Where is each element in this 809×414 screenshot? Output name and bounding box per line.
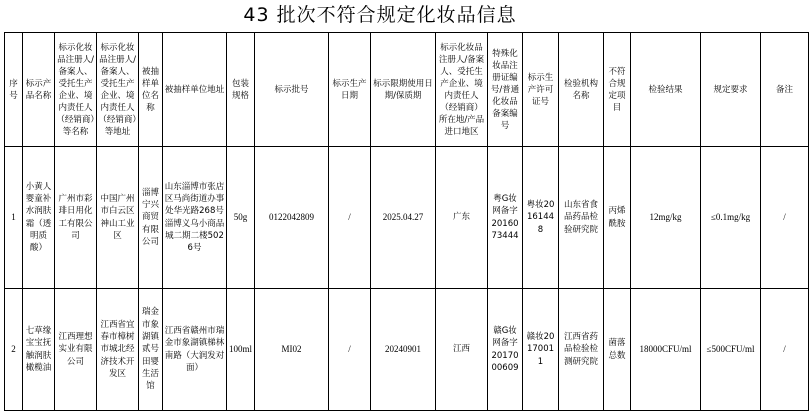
header-cell: 被抽样单位地址 bbox=[163, 33, 227, 147]
table-cell: 丙烯酰胺 bbox=[604, 147, 631, 289]
cosmetics-table bbox=[4, 32, 809, 411]
header-cell: 标示化妆品注册人/备案人、受托生产企业、境内责任人（经销商）等地址 bbox=[97, 33, 139, 147]
table-cell: 赣G妆网备字2017000609 bbox=[488, 289, 523, 411]
table-cell: 山东省食品药品检验研究院 bbox=[559, 147, 604, 289]
page-title: 43 批次不符合规定化妆品信息 bbox=[243, 4, 517, 26]
table-cell: / bbox=[329, 289, 371, 411]
table-cell: ≤500CFU/ml bbox=[701, 289, 761, 411]
table-cell: 2 bbox=[5, 289, 23, 411]
table-cell: 江西 bbox=[436, 289, 488, 411]
table-cell: 赣妆20170011 bbox=[523, 289, 559, 411]
table-cell: 中国广州市白云区神山工业区 bbox=[97, 147, 139, 289]
table-row bbox=[5, 289, 809, 411]
header-cell: 标示化妆品注册人/备案人、受托生产企业、境内责任人（经销商）等名称 bbox=[55, 33, 97, 147]
table-cell: 18000CFU/ml bbox=[631, 289, 701, 411]
header-cell: 标示化妆品注册人/备案人、受托生产企业、境内责任人（经销商）所在地/产品进口地区 bbox=[436, 33, 488, 147]
header-cell: 被抽样单位名称 bbox=[139, 33, 163, 147]
table-cell: ≤0.1mg/kg bbox=[701, 147, 761, 289]
header-cell: 特殊化妆品注册证编号/普通化妆品备案编号 bbox=[488, 33, 523, 147]
header-cell: 标示批号 bbox=[255, 33, 329, 147]
header-cell: 不符合规定项目 bbox=[604, 33, 631, 147]
table-cell: MI02 bbox=[255, 289, 329, 411]
header-cell: 备注 bbox=[761, 33, 809, 147]
table-cell: 50g bbox=[227, 147, 255, 289]
table-cell: / bbox=[761, 289, 809, 411]
table-cell: 0122042809 bbox=[255, 147, 329, 289]
table-cell: 100ml bbox=[227, 289, 255, 411]
table-cell: 江西省赣州市瑞金市象湖镇梯林南路（大润发对面） bbox=[163, 289, 227, 411]
table-row bbox=[5, 147, 809, 289]
table-cell: 粤妆20161448 bbox=[523, 147, 559, 289]
table-cell: 小黄人婴童补水润肤霜（透明质酸） bbox=[23, 147, 55, 289]
header-cell: 标示生产日期 bbox=[329, 33, 371, 147]
table-cell: 20240901 bbox=[371, 289, 436, 411]
header-row bbox=[5, 33, 809, 147]
header-cell: 标示产品名称 bbox=[23, 33, 55, 147]
table-cell: 江西省药品检验检测研究院 bbox=[559, 289, 604, 411]
header-cell: 检验机构名称 bbox=[559, 33, 604, 147]
header-cell: 标示生产许可证号 bbox=[523, 33, 559, 147]
table-cell: 江西理想实业有限公司 bbox=[55, 289, 97, 411]
table-cell: 江西省宜春市樟树市城北经济技术开发区 bbox=[97, 289, 139, 411]
table-cell: 七草缘宝宝抚触润肤橄榄油 bbox=[23, 289, 55, 411]
table-cell: 粤G妆网备字2016073444 bbox=[488, 147, 523, 289]
header-cell: 包装规格 bbox=[227, 33, 255, 147]
table-cell: / bbox=[761, 147, 809, 289]
table-cell: 2025.04.27 bbox=[371, 147, 436, 289]
table-cell: 淄博宁兴商贸有限公司 bbox=[139, 147, 163, 289]
table-cell: 山东淄博市张店区马尚街道办事处华光路268号淄博义乌小商品城二期二楼5026号 bbox=[163, 147, 227, 289]
table-cell: 12mg/kg bbox=[631, 147, 701, 289]
table-cell: 1 bbox=[5, 147, 23, 289]
header-cell: 序号 bbox=[5, 33, 23, 147]
header-cell: 标示限期使用日期/保质期 bbox=[371, 33, 436, 147]
header-cell: 检验结果 bbox=[631, 33, 701, 147]
table-cell: 菌落总数 bbox=[604, 289, 631, 411]
table-cell: / bbox=[329, 147, 371, 289]
table-cell: 瑞金市象湖镇贰号田婴生活馆 bbox=[139, 289, 163, 411]
table-cell: 广东 bbox=[436, 147, 488, 289]
header-cell: 规定要求 bbox=[701, 33, 761, 147]
table-cell: 广州市彩琲日用化工有限公司 bbox=[55, 147, 97, 289]
